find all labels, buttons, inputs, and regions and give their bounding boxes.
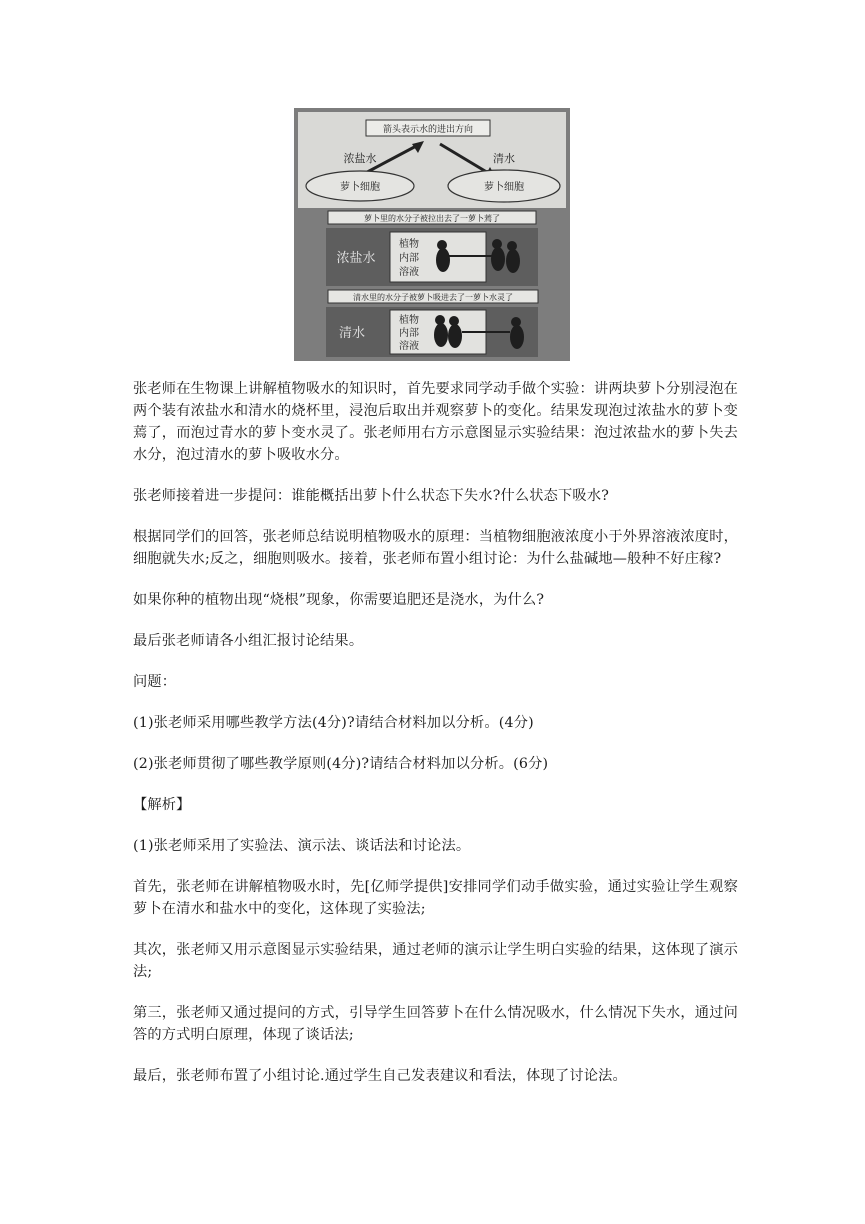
answer-1-second: 其次，张老师又用示意图显示实验结果，通过老师的演示让学生明白实验的结果，这体现了演示法; [133, 942, 738, 980]
left-solution-label: 浓盐水 [343, 152, 377, 165]
row-1-box-line-2: 内部 [399, 253, 419, 264]
banner-2-text: 清水里的水分子被萝卜吸进去了一萝卜水灵了 [353, 293, 513, 302]
question-1: (1)张老师采用哪些教学方法(4分)?请结合材料加以分析。(4分) [133, 715, 534, 731]
analysis-heading: 【解析】 [133, 797, 191, 813]
left-cell-label: 萝卜细胞 [340, 182, 380, 193]
paragraph-question: 张老师接着进一步提问：谁能概括出萝卜什么状态下失水?什么状态下吸水? [133, 488, 610, 504]
row-2-label: 清水 [338, 326, 366, 341]
paragraph-burnt-root: 如果你种的植物出现“烧根”现象，你需要追肥还是浇水，为什么? [133, 592, 545, 608]
osmosis-diagram-photo [294, 108, 570, 361]
row-1-box-line-3: 溶液 [399, 267, 419, 278]
right-cell-label: 萝卜细胞 [484, 182, 524, 193]
answer-1-first: 首先，张老师在讲解植物吸水时，先[亿师学提供]安排同学们动手做实验，通过实验让学生观察萝卜在清水和盐水中的变化，这体现了实验法; [133, 879, 738, 917]
question-2: (2)张老师贯彻了哪些教学原则(4分)?请结合材料加以分析。(6分) [133, 756, 549, 772]
row-2-box-line-3: 溶液 [399, 341, 419, 352]
answer-1-summary: (1)张老师采用了实验法、演示法、谈话法和讨论法。 [133, 838, 471, 854]
banner-1-text: 萝卜里的水分子被拉出去了一萝卜蔫了 [364, 214, 500, 223]
row-1-box-line-1: 植物 [399, 239, 419, 250]
row-2-box-line-1: 植物 [399, 315, 419, 326]
diagram-header: 箭头表示水的进出方向 [382, 125, 474, 135]
row-2-box-line-2: 内部 [399, 328, 419, 339]
paragraph-principle: 根据同学们的回答，张老师总结说明植物吸水的原理：当植物细胞液浓度小于外界溶液浓度时，细胞就失水;反之，细胞则吸水。接着，张老师布置小组讨论：为什么盐碱地—般种不好庄稼? [133, 529, 738, 567]
row-1-label: 浓盐水 [336, 251, 376, 266]
right-solution-label: 清水 [493, 152, 515, 165]
questions-heading: 问题： [133, 674, 177, 690]
answer-1-third: 第三，张老师又通过提问的方式，引导学生回答萝卜在什么情况吸水，什么情况下失水，通过问答的方式明白原理，体现了谈话法; [133, 1005, 738, 1043]
paragraph-experiment: 张老师在生物课上讲解植物吸水的知识时，首先要求同学动手做个实验：讲两块萝卜分别浸泡在两个装有浓盐水和清水的烧杯里，浸泡后取出并观察萝卜的变化。结果发现泡过浓盐水的萝卜变蔫了，而泡过青水的萝卜变水灵了。张老师用右方示意图显示实验结果：泡过浓盐水的萝卜失去水分，泡过清水的萝卜吸收水分。 [133, 381, 738, 463]
answer-1-last: 最后，张老师布置了小组讨论.通过学生自己发表建议和看法，体现了讨论法。 [133, 1068, 627, 1084]
article-body [133, 378, 738, 1087]
paragraph-report: 最后张老师请各小组汇报讨论结果。 [133, 633, 364, 649]
